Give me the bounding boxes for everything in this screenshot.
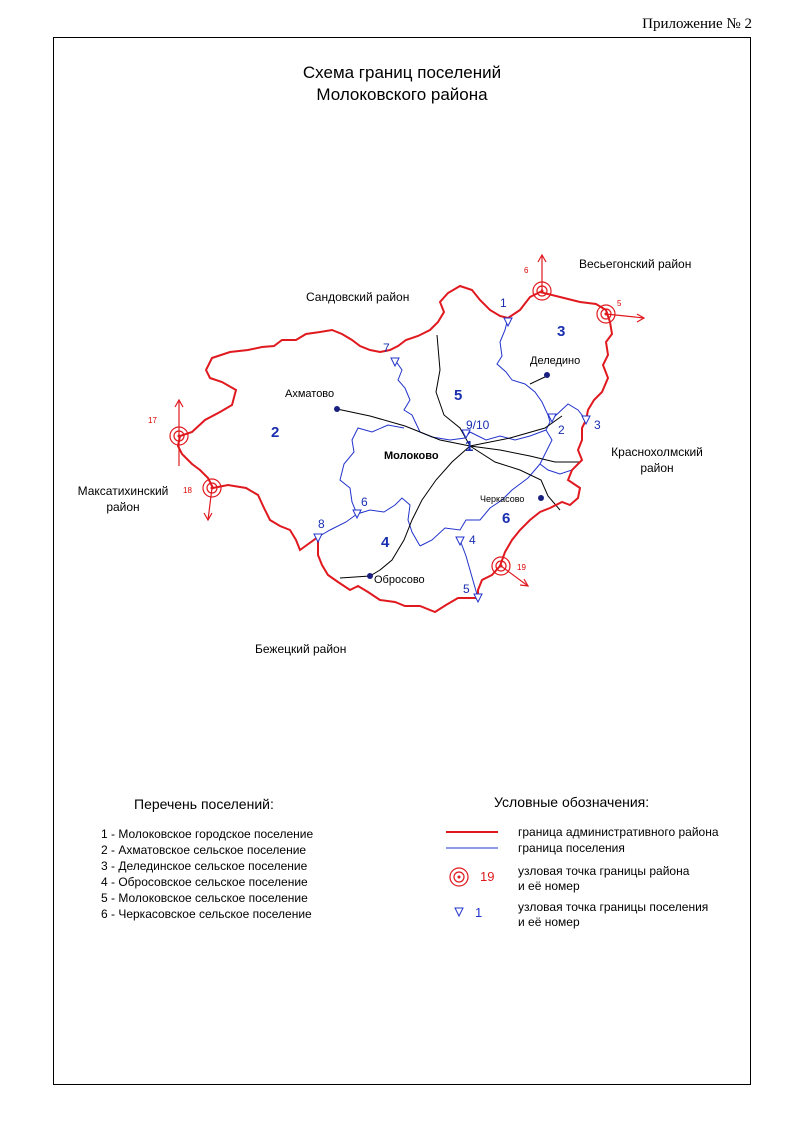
settlement-label-akhmatovo: Ахматово xyxy=(285,388,335,400)
list-item: 6 - Черкасовское сельское поселение xyxy=(101,907,312,921)
district-border xyxy=(178,286,612,612)
region-number-6: 6 xyxy=(502,510,511,527)
cherkasovo-marker xyxy=(538,495,544,501)
settlement-node-4-icon xyxy=(456,537,464,545)
legend-settlement-node-line-1: узловая точка границы поселения xyxy=(518,900,709,914)
appendix-label: Приложение № 2 xyxy=(642,16,752,32)
settlement-list xyxy=(101,826,313,922)
neighbor-krasnokholmsky xyxy=(604,444,710,476)
neighbor-bezhetsky: Бежецкий район xyxy=(255,642,347,656)
district-point-18-label: 18 xyxy=(183,486,192,495)
settlement-border-line xyxy=(497,318,550,430)
region-number-2: 2 xyxy=(271,424,280,441)
region-number-5: 5 xyxy=(454,387,463,404)
settlement-point-9-10-label: 9/10 xyxy=(466,418,490,432)
district-nodes xyxy=(170,255,644,586)
settlement-border-line xyxy=(553,404,586,420)
settlement-border-line xyxy=(340,425,404,514)
region-number-3: 3 xyxy=(557,323,566,340)
settlement-node-1-icon xyxy=(504,318,512,326)
neighbor-maksatikhinsky-line-2: район xyxy=(106,500,140,514)
legend-district-node-number: 19 xyxy=(480,869,495,884)
legend-settlement-node-number: 1 xyxy=(475,905,483,920)
list-item: 5 - Молоковское сельское поселение xyxy=(101,891,308,905)
legend-district-node-label xyxy=(518,864,689,894)
title-line-1: Схема границ поселений xyxy=(302,63,502,82)
road-line xyxy=(470,446,580,462)
legend-district-node-line-1: узловая точка границы района xyxy=(518,864,690,878)
region-number-1: 1 xyxy=(465,438,474,455)
district-point-17-label: 17 xyxy=(148,416,157,425)
settlement-label-obrosovo: Обросово xyxy=(374,574,425,586)
neighbor-maksatikhinsky xyxy=(68,483,178,515)
neighbor-krasnokholmsky-line-1: Краснохолмский xyxy=(611,445,703,459)
list-item: 1 - Молоковское городское поселение xyxy=(101,827,314,841)
obrosovo-marker xyxy=(367,573,373,579)
settlement-point-6-label: 6 xyxy=(361,495,368,509)
settlement-point-7-label: 7 xyxy=(383,341,390,355)
legend-settlement-node-label xyxy=(518,900,708,930)
legend-district-border-label: граница административного района xyxy=(518,825,719,839)
settlement-point-2-label: 2 xyxy=(558,423,565,437)
neighbor-sandovsky: Сандовский район xyxy=(306,290,410,304)
list-item: 4 - Обросовское сельское поселение xyxy=(101,875,308,889)
road-line xyxy=(436,335,470,446)
settlement-label-molokovo: Молоково xyxy=(384,450,439,462)
settlement-label-dedelino: Деледино xyxy=(530,355,581,367)
road-line xyxy=(530,376,547,384)
list-item: 3 - Делединское сельское поселение xyxy=(101,859,308,873)
settlement-point-5-label: 5 xyxy=(463,582,470,596)
settlement-dots xyxy=(334,372,550,579)
settlement-point-1-label: 1 xyxy=(500,296,507,310)
settlement-node-6-icon xyxy=(353,510,361,518)
settlement-point-4-label: 4 xyxy=(469,533,476,547)
settlement-point-8-label: 8 xyxy=(318,517,325,531)
neighbor-maksatikhinsky-line-1: Максатихинский xyxy=(77,484,169,498)
legend-district-node-line-2: и её номер xyxy=(518,879,580,893)
settlement-node-3-icon xyxy=(582,416,590,424)
district-point-5-label: 5 xyxy=(617,299,622,308)
legend-heading: Условные обозначения: xyxy=(494,794,650,810)
district-point-6-label: 6 xyxy=(524,266,529,275)
neighbor-vesyegonsky: Весьегонский район xyxy=(579,257,692,271)
list-item: 2 - Ахматовское сельское поселение xyxy=(101,843,307,857)
legend-settlement-border-label: граница поселения xyxy=(518,841,625,855)
legend-settlement-node-line-2: и её номер xyxy=(518,915,580,929)
settlement-border-line xyxy=(420,464,540,546)
dedelino-marker xyxy=(544,372,550,378)
region-number-4: 4 xyxy=(381,534,390,551)
settlement-point-3-label: 3 xyxy=(594,418,601,432)
title-line-2: Молоковского района xyxy=(316,85,488,104)
neighbor-krasnokholmsky-line-2: район xyxy=(640,461,674,475)
akhmatovo-marker xyxy=(334,406,340,412)
settlement-border-line xyxy=(395,360,420,432)
settlement-label-cherkasovo: Черкасово xyxy=(480,494,525,504)
legend-settlement-node-icon xyxy=(455,908,463,916)
district-point-19-label: 19 xyxy=(517,563,526,572)
settlement-list-heading: Перечень поселений: xyxy=(134,796,274,812)
